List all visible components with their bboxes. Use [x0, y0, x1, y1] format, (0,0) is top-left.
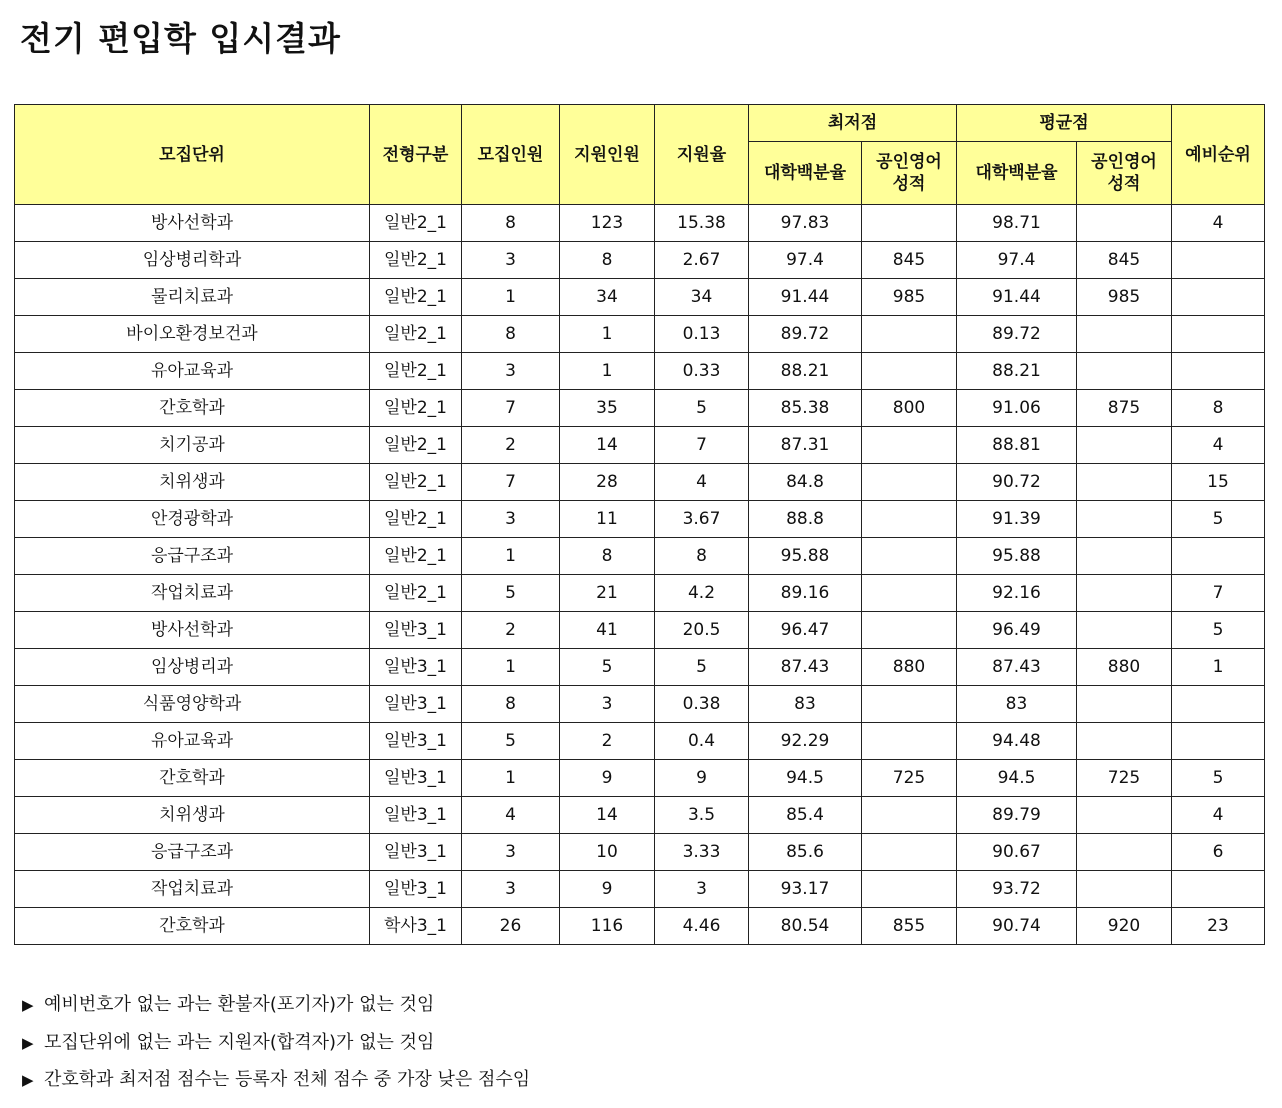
cell-min-english — [862, 464, 957, 501]
cell-unit: 방사선학과 — [15, 205, 370, 242]
cell-ratio: 4 — [655, 464, 749, 501]
results-table — [14, 104, 1265, 945]
cell-ratio: 8 — [655, 538, 749, 575]
cell-avg-english — [1077, 501, 1172, 538]
header-waitlist: 예비순위 — [1172, 105, 1265, 205]
header-avg-english-line2: 성적 — [1107, 174, 1141, 194]
table-row — [15, 908, 1265, 945]
cell-applicants: 14 — [560, 427, 655, 464]
cell-min-english: 880 — [862, 649, 957, 686]
cell-type: 일반3_1 — [370, 612, 462, 649]
cell-ratio: 5 — [655, 390, 749, 427]
cell-waitlist: 4 — [1172, 427, 1265, 464]
cell-avg-univ-pct: 94.48 — [957, 723, 1077, 760]
cell-applicants: 1 — [560, 353, 655, 390]
cell-type: 일반3_1 — [370, 723, 462, 760]
cell-avg-univ-pct: 91.44 — [957, 279, 1077, 316]
header-unit: 모집단위 — [15, 105, 370, 205]
cell-ratio: 34 — [655, 279, 749, 316]
cell-unit: 임상병리과 — [15, 649, 370, 686]
cell-waitlist: 5 — [1172, 612, 1265, 649]
cell-avg-english — [1077, 723, 1172, 760]
cell-quota: 8 — [462, 686, 560, 723]
table-row — [15, 242, 1265, 279]
cell-min-english: 985 — [862, 279, 957, 316]
cell-waitlist — [1172, 316, 1265, 353]
cell-min-english — [862, 871, 957, 908]
cell-min-english — [862, 538, 957, 575]
cell-applicants: 9 — [560, 760, 655, 797]
cell-type: 일반2_1 — [370, 390, 462, 427]
cell-min-univ-pct: 92.29 — [749, 723, 862, 760]
table-row — [15, 390, 1265, 427]
cell-ratio: 3.33 — [655, 834, 749, 871]
cell-avg-univ-pct: 89.72 — [957, 316, 1077, 353]
cell-avg-univ-pct: 96.49 — [957, 612, 1077, 649]
cell-avg-english — [1077, 575, 1172, 612]
table-body — [15, 205, 1265, 945]
cell-type: 일반2_1 — [370, 501, 462, 538]
cell-min-univ-pct: 87.43 — [749, 649, 862, 686]
cell-unit: 유아교육과 — [15, 723, 370, 760]
notes-list — [22, 986, 530, 1099]
cell-avg-univ-pct: 94.5 — [957, 760, 1077, 797]
cell-avg-english: 920 — [1077, 908, 1172, 945]
cell-ratio: 9 — [655, 760, 749, 797]
cell-type: 일반3_1 — [370, 649, 462, 686]
cell-quota: 8 — [462, 316, 560, 353]
cell-min-english: 855 — [862, 908, 957, 945]
table-row — [15, 353, 1265, 390]
cell-unit: 유아교육과 — [15, 353, 370, 390]
cell-applicants: 123 — [560, 205, 655, 242]
note-text: 간호학과 최저점 점수는 등록자 전체 점수 중 가장 낮은 점수임 — [44, 1069, 531, 1090]
cell-quota: 3 — [462, 242, 560, 279]
cell-avg-english: 845 — [1077, 242, 1172, 279]
cell-waitlist: 6 — [1172, 834, 1265, 871]
table-row — [15, 871, 1265, 908]
cell-unit: 응급구조과 — [15, 834, 370, 871]
cell-min-english — [862, 797, 957, 834]
cell-min-english — [862, 427, 957, 464]
cell-quota: 3 — [462, 834, 560, 871]
cell-ratio: 0.4 — [655, 723, 749, 760]
cell-type: 일반2_1 — [370, 575, 462, 612]
cell-type: 일반3_1 — [370, 834, 462, 871]
header-min-english-line2: 성적 — [892, 174, 926, 194]
cell-ratio: 20.5 — [655, 612, 749, 649]
cell-unit: 치위생과 — [15, 797, 370, 834]
cell-applicants: 2 — [560, 723, 655, 760]
cell-type: 일반3_1 — [370, 686, 462, 723]
cell-avg-univ-pct: 89.79 — [957, 797, 1077, 834]
cell-avg-univ-pct: 95.88 — [957, 538, 1077, 575]
cell-min-english — [862, 686, 957, 723]
header-quota: 모집인원 — [462, 105, 560, 205]
cell-applicants: 8 — [560, 242, 655, 279]
cell-avg-univ-pct: 87.43 — [957, 649, 1077, 686]
note-item — [22, 1061, 530, 1099]
table-row — [15, 686, 1265, 723]
cell-unit: 작업치료과 — [15, 575, 370, 612]
cell-avg-english — [1077, 538, 1172, 575]
cell-quota: 26 — [462, 908, 560, 945]
cell-min-english: 845 — [862, 242, 957, 279]
cell-waitlist: 15 — [1172, 464, 1265, 501]
cell-type: 일반3_1 — [370, 760, 462, 797]
cell-ratio: 7 — [655, 427, 749, 464]
cell-unit: 치위생과 — [15, 464, 370, 501]
cell-waitlist — [1172, 871, 1265, 908]
cell-unit: 간호학과 — [15, 908, 370, 945]
cell-avg-univ-pct: 83 — [957, 686, 1077, 723]
cell-type: 일반3_1 — [370, 797, 462, 834]
cell-applicants: 14 — [560, 797, 655, 834]
cell-avg-english — [1077, 464, 1172, 501]
table-row — [15, 427, 1265, 464]
cell-applicants: 28 — [560, 464, 655, 501]
cell-avg-univ-pct: 91.06 — [957, 390, 1077, 427]
table-row — [15, 316, 1265, 353]
table-row — [15, 834, 1265, 871]
table-row — [15, 501, 1265, 538]
cell-avg-english — [1077, 686, 1172, 723]
table-row — [15, 612, 1265, 649]
triangle-bullet-icon: ▶ — [22, 1033, 34, 1052]
header-avg-group: 평균점 — [957, 105, 1172, 142]
cell-ratio: 4.46 — [655, 908, 749, 945]
table-row — [15, 797, 1265, 834]
cell-applicants: 41 — [560, 612, 655, 649]
cell-waitlist — [1172, 242, 1265, 279]
cell-waitlist — [1172, 353, 1265, 390]
cell-applicants: 10 — [560, 834, 655, 871]
cell-type: 일반2_1 — [370, 427, 462, 464]
cell-avg-english — [1077, 797, 1172, 834]
header-row-top — [15, 105, 1265, 142]
cell-quota: 1 — [462, 538, 560, 575]
cell-quota: 8 — [462, 205, 560, 242]
cell-ratio: 15.38 — [655, 205, 749, 242]
header-type: 전형구분 — [370, 105, 462, 205]
header-min-english — [862, 142, 957, 205]
cell-avg-univ-pct: 98.71 — [957, 205, 1077, 242]
cell-unit: 치기공과 — [15, 427, 370, 464]
cell-unit: 바이오환경보건과 — [15, 316, 370, 353]
page-title: 전기 편입학 입시결과 — [20, 19, 341, 58]
cell-min-english — [862, 723, 957, 760]
cell-applicants: 11 — [560, 501, 655, 538]
cell-ratio: 0.33 — [655, 353, 749, 390]
header-avg-univ-pct: 대학백분율 — [957, 142, 1077, 205]
cell-ratio: 3.67 — [655, 501, 749, 538]
cell-applicants: 34 — [560, 279, 655, 316]
cell-avg-univ-pct: 88.21 — [957, 353, 1077, 390]
cell-quota: 1 — [462, 760, 560, 797]
cell-min-univ-pct: 95.88 — [749, 538, 862, 575]
cell-unit: 간호학과 — [15, 760, 370, 797]
header-avg-english-line1: 공인영어 — [1091, 152, 1157, 172]
table-row — [15, 649, 1265, 686]
cell-unit: 안경광학과 — [15, 501, 370, 538]
cell-applicants: 35 — [560, 390, 655, 427]
cell-min-univ-pct: 87.31 — [749, 427, 862, 464]
table-row — [15, 723, 1265, 760]
cell-unit: 물리치료과 — [15, 279, 370, 316]
cell-min-univ-pct: 85.38 — [749, 390, 862, 427]
cell-waitlist: 4 — [1172, 205, 1265, 242]
cell-avg-univ-pct: 90.72 — [957, 464, 1077, 501]
header-min-univ-pct: 대학백분율 — [749, 142, 862, 205]
cell-min-univ-pct: 88.8 — [749, 501, 862, 538]
cell-avg-univ-pct: 91.39 — [957, 501, 1077, 538]
cell-waitlist: 5 — [1172, 501, 1265, 538]
cell-avg-english — [1077, 834, 1172, 871]
header-avg-english — [1077, 142, 1172, 205]
cell-min-univ-pct: 85.4 — [749, 797, 862, 834]
cell-type: 일반3_1 — [370, 871, 462, 908]
cell-avg-univ-pct: 93.72 — [957, 871, 1077, 908]
cell-avg-english — [1077, 205, 1172, 242]
cell-waitlist: 7 — [1172, 575, 1265, 612]
cell-min-english — [862, 316, 957, 353]
table-row — [15, 575, 1265, 612]
cell-unit: 작업치료과 — [15, 871, 370, 908]
cell-type: 일반2_1 — [370, 242, 462, 279]
cell-avg-english: 725 — [1077, 760, 1172, 797]
table-row — [15, 760, 1265, 797]
cell-min-english — [862, 834, 957, 871]
cell-applicants: 1 — [560, 316, 655, 353]
cell-avg-english — [1077, 316, 1172, 353]
cell-ratio: 0.38 — [655, 686, 749, 723]
cell-applicants: 5 — [560, 649, 655, 686]
table-row — [15, 464, 1265, 501]
cell-unit: 응급구조과 — [15, 538, 370, 575]
cell-quota: 7 — [462, 390, 560, 427]
cell-unit: 방사선학과 — [15, 612, 370, 649]
cell-ratio: 2.67 — [655, 242, 749, 279]
cell-waitlist: 8 — [1172, 390, 1265, 427]
cell-min-univ-pct: 94.5 — [749, 760, 862, 797]
cell-type: 일반2_1 — [370, 464, 462, 501]
table-row — [15, 279, 1265, 316]
cell-applicants: 3 — [560, 686, 655, 723]
cell-type: 일반2_1 — [370, 279, 462, 316]
cell-ratio: 4.2 — [655, 575, 749, 612]
cell-type: 일반2_1 — [370, 353, 462, 390]
cell-waitlist: 4 — [1172, 797, 1265, 834]
cell-waitlist: 5 — [1172, 760, 1265, 797]
cell-waitlist — [1172, 538, 1265, 575]
cell-waitlist — [1172, 723, 1265, 760]
cell-min-english — [862, 575, 957, 612]
cell-quota: 5 — [462, 723, 560, 760]
cell-min-univ-pct: 89.16 — [749, 575, 862, 612]
cell-avg-univ-pct: 88.81 — [957, 427, 1077, 464]
cell-type: 학사3_1 — [370, 908, 462, 945]
header-min-english-line1: 공인영어 — [876, 152, 942, 172]
cell-unit: 임상병리학과 — [15, 242, 370, 279]
triangle-bullet-icon: ▶ — [22, 1071, 34, 1089]
cell-ratio: 0.13 — [655, 316, 749, 353]
cell-waitlist — [1172, 686, 1265, 723]
cell-quota: 3 — [462, 871, 560, 908]
cell-quota: 3 — [462, 353, 560, 390]
cell-avg-english: 880 — [1077, 649, 1172, 686]
cell-avg-english — [1077, 427, 1172, 464]
cell-min-univ-pct: 80.54 — [749, 908, 862, 945]
note-item — [22, 1024, 530, 1062]
cell-waitlist — [1172, 279, 1265, 316]
cell-applicants: 9 — [560, 871, 655, 908]
cell-ratio: 3.5 — [655, 797, 749, 834]
header-min-group: 최저점 — [749, 105, 957, 142]
triangle-bullet-icon: ▶ — [22, 996, 34, 1014]
cell-min-univ-pct: 97.83 — [749, 205, 862, 242]
cell-min-univ-pct: 93.17 — [749, 871, 862, 908]
cell-avg-univ-pct: 97.4 — [957, 242, 1077, 279]
cell-min-univ-pct: 96.47 — [749, 612, 862, 649]
table-row — [15, 538, 1265, 575]
cell-unit: 식품영양학과 — [15, 686, 370, 723]
note-item — [22, 986, 530, 1024]
cell-applicants: 21 — [560, 575, 655, 612]
cell-avg-univ-pct: 92.16 — [957, 575, 1077, 612]
cell-waitlist: 23 — [1172, 908, 1265, 945]
cell-avg-english — [1077, 612, 1172, 649]
cell-min-english: 800 — [862, 390, 957, 427]
cell-avg-english: 985 — [1077, 279, 1172, 316]
cell-ratio: 3 — [655, 871, 749, 908]
cell-type: 일반2_1 — [370, 538, 462, 575]
cell-waitlist: 1 — [1172, 649, 1265, 686]
cell-min-english — [862, 205, 957, 242]
cell-quota: 3 — [462, 501, 560, 538]
cell-type: 일반2_1 — [370, 316, 462, 353]
cell-min-univ-pct: 83 — [749, 686, 862, 723]
header-applicants: 지원인원 — [560, 105, 655, 205]
cell-min-univ-pct: 88.21 — [749, 353, 862, 390]
cell-min-univ-pct: 97.4 — [749, 242, 862, 279]
cell-unit: 간호학과 — [15, 390, 370, 427]
cell-avg-english — [1077, 353, 1172, 390]
cell-avg-univ-pct: 90.74 — [957, 908, 1077, 945]
cell-avg-univ-pct: 90.67 — [957, 834, 1077, 871]
table-header — [15, 105, 1265, 205]
cell-avg-english — [1077, 871, 1172, 908]
cell-applicants: 116 — [560, 908, 655, 945]
cell-min-english: 725 — [862, 760, 957, 797]
cell-applicants: 8 — [560, 538, 655, 575]
note-text: 예비번호가 없는 과는 환불자(포기자)가 없는 것임 — [44, 994, 435, 1015]
cell-type: 일반2_1 — [370, 205, 462, 242]
cell-quota: 2 — [462, 612, 560, 649]
cell-min-univ-pct: 89.72 — [749, 316, 862, 353]
cell-quota: 4 — [462, 797, 560, 834]
cell-quota: 7 — [462, 464, 560, 501]
cell-quota: 1 — [462, 279, 560, 316]
cell-quota: 2 — [462, 427, 560, 464]
note-text: 모집단위에 없는 과는 지원자(합격자)가 없는 것임 — [44, 1031, 435, 1053]
cell-min-univ-pct: 85.6 — [749, 834, 862, 871]
table-row — [15, 205, 1265, 242]
header-ratio: 지원율 — [655, 105, 749, 205]
cell-min-english — [862, 353, 957, 390]
cell-quota: 1 — [462, 649, 560, 686]
cell-ratio: 5 — [655, 649, 749, 686]
cell-min-english — [862, 501, 957, 538]
cell-min-univ-pct: 91.44 — [749, 279, 862, 316]
cell-quota: 5 — [462, 575, 560, 612]
cell-min-univ-pct: 84.8 — [749, 464, 862, 501]
cell-avg-english: 875 — [1077, 390, 1172, 427]
cell-min-english — [862, 612, 957, 649]
